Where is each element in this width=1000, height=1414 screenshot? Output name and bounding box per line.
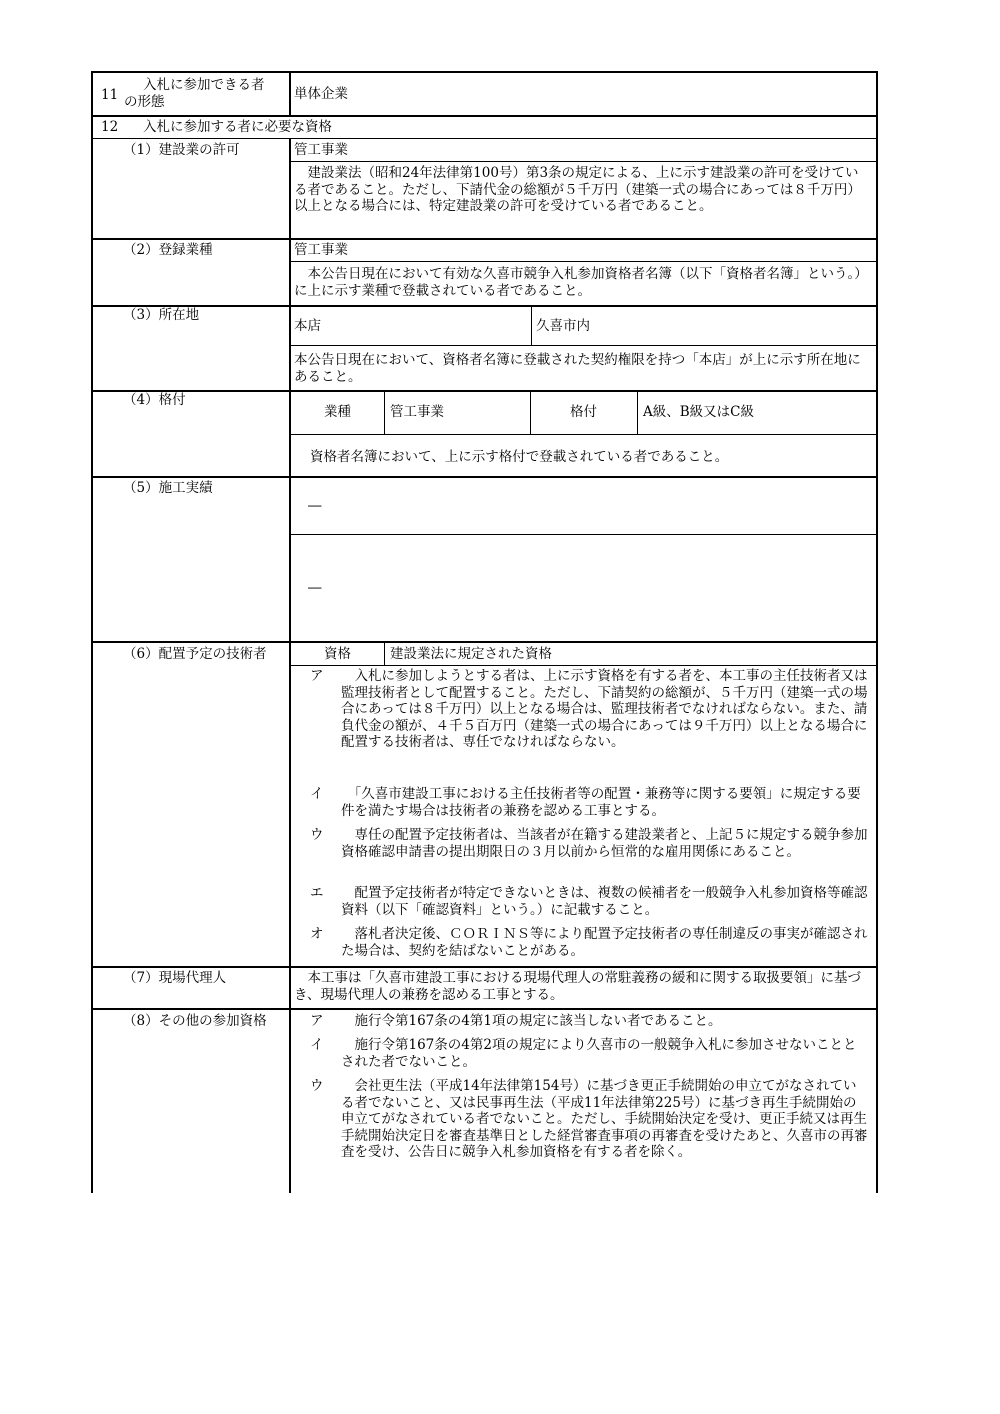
cell-divider: [531, 305, 532, 345]
item-11-value: 単体企業: [294, 86, 348, 102]
s4-key-type: 業種: [324, 404, 351, 420]
s7-label: （7）現場代理人: [123, 970, 227, 986]
s4-description: 資格者名簿において、上に示す格付で登載されている者であること。: [310, 449, 729, 465]
s1-description: 建設業法（昭和24年法律第100号）第3条の規定による、上に示す建設業の許可を受けている者であること。ただし、下請代金の総額が５千万円（建築一式の場合にあっては８千万円）以上となる場合には、特定建設業の許可を受けている者であること。: [294, 165, 861, 214]
row-divider: [289, 345, 878, 346]
row-divider: [91, 476, 878, 478]
row-divider: [289, 161, 878, 162]
row-divider: [289, 534, 878, 535]
s3-value: 久喜市内: [536, 318, 590, 334]
s6-item-a-mark: ア: [310, 668, 324, 684]
s8-item-i-text: 施行令第167条の4第2項の規定により久喜市の一般競争入札に参加させないこととされた者でないこと。: [341, 1037, 857, 1070]
s4-label: （4）格付: [123, 392, 186, 408]
s8-item-u-text: 会社更生法（平成14年法律第154号）に基づき更正手続開始の申立てがなされている者でないこと、又は民事再生法（平成11年法律第225号）に基づき再生手続開始の申立てがなされている者でないこと。ただし、手続開始決定を受け、更正手続又は再生手続開始決定日を審査基準日とした経営審査事項の再審査を受けたあと、久喜市の再審査を受け、公告日に競争入札参加資格を有する者を除く。: [341, 1078, 868, 1160]
item-11-label-line2: の形態: [124, 94, 165, 110]
cell-divider: [384, 641, 385, 665]
row-divider: [91, 238, 878, 240]
s6-item-u-mark: ウ: [310, 827, 324, 843]
s8-item-a-mark: ア: [310, 1013, 324, 1029]
label-column-divider: [289, 71, 291, 116]
s3-description: 本公告日現在において、資格者名簿に登載された契約権限を持つ「本店」が上に示す所在地にあること。: [294, 352, 861, 385]
s4-value-grade: A級、B級又はC級: [643, 404, 754, 420]
row-divider: [91, 138, 878, 139]
row-divider: [289, 434, 878, 435]
s5-label: （5）施工実績: [123, 480, 213, 496]
item-12-number: 12: [101, 119, 119, 135]
row-divider: [289, 665, 878, 666]
s2-description: 本公告日現在において有効な久喜市競争入札参加資格者名簿（以下「資格者名簿」という。）に上に示す業種で登載されている者であること。: [294, 266, 868, 299]
s6-label: （6）配置予定の技術者: [123, 646, 267, 662]
row-divider: [289, 261, 878, 262]
item-11-number: 11: [101, 87, 119, 103]
item-11-label-line1: 入札に参加できる者: [143, 77, 265, 93]
s4-value-type: 管工事業: [390, 404, 444, 420]
s6-item-o-mark: オ: [310, 926, 324, 942]
item-12-label: 入札に参加する者に必要な資格: [143, 119, 332, 135]
s6-item-i-text: 「久喜市建設工事における主任技術者等の配置・兼務等に関する要領」に規定する要件を満たす場合は技術者の兼務を認める工事とする。: [341, 786, 861, 819]
s6-item-i-mark: イ: [310, 786, 324, 802]
s5-value-2: ―: [308, 580, 322, 596]
cell-divider: [637, 390, 638, 434]
s6-item-e-mark: エ: [310, 885, 324, 901]
s7-description: 本工事は「久喜市建設工事における現場代理人の常駐義務の緩和に関する取扱要領」に基づき、現場代理人の兼務を認める工事とする。: [294, 970, 861, 1003]
s6-item-o-text: 落札者決定後、ＣＯＲＩＮＳ等により配置予定技術者の専任制違反の事実が確認された場合は、契約を結ばないことがある。: [341, 926, 868, 959]
cell-divider: [384, 390, 385, 434]
s2-label: （2）登録業種: [123, 242, 213, 258]
s1-value: 管工事業: [294, 142, 348, 158]
s6-value: 建設業法に規定された資格: [390, 646, 552, 662]
cell-divider: [530, 390, 531, 434]
s1-label: （1）建設業の許可: [123, 142, 240, 158]
s8-item-u-mark: ウ: [310, 1078, 324, 1094]
s4-key-grade: 格付: [570, 404, 597, 420]
s3-key: 本店: [294, 318, 321, 334]
s8-label: （8）その他の参加資格: [123, 1013, 267, 1029]
row-divider: [91, 641, 878, 643]
s3-label: （3）所在地: [123, 307, 200, 323]
s8-item-a-text: 施行令第167条の4第1項の規定に該当しない者であること。: [341, 1013, 722, 1029]
s6-item-a-text: 入札に参加しようとする者は、上に示す資格を有する者を、本工事の主任技術者又は監理技術者として配置すること。ただし、下請契約の総額が、５千万円（建築一式の場合にあっては８千万円）以上となる場合は、監理技術者でなければならない。また、請負代金の額が、４千５百万円（建築一式の場合にあっては９千万円）以上となる場合に配置する技術者は、専任でなければならない。: [341, 668, 868, 750]
row-divider: [91, 1008, 878, 1010]
row-divider: [91, 305, 878, 307]
row-divider: [91, 966, 878, 968]
s5-value-1: ―: [308, 498, 322, 514]
row-divider: [91, 115, 878, 117]
s8-item-i-mark: イ: [310, 1037, 324, 1053]
s6-item-e-text: 配置予定技術者が特定できないときは、複数の候補者を一般競争入札参加資格等確認資料（以下「確認資料」という。）に記載すること。: [341, 885, 868, 918]
table-top-border: [91, 71, 878, 73]
s2-value: 管工事業: [294, 242, 348, 258]
s6-key: 資格: [324, 646, 351, 662]
row-divider: [91, 390, 878, 392]
s6-item-u-text: 専任の配置予定技術者は、当該者が在籍する建設業者と、上記５に規定する競争参加資格確認申請書の提出期限日の３月以前から恒常的な雇用関係にあること。: [341, 827, 868, 860]
